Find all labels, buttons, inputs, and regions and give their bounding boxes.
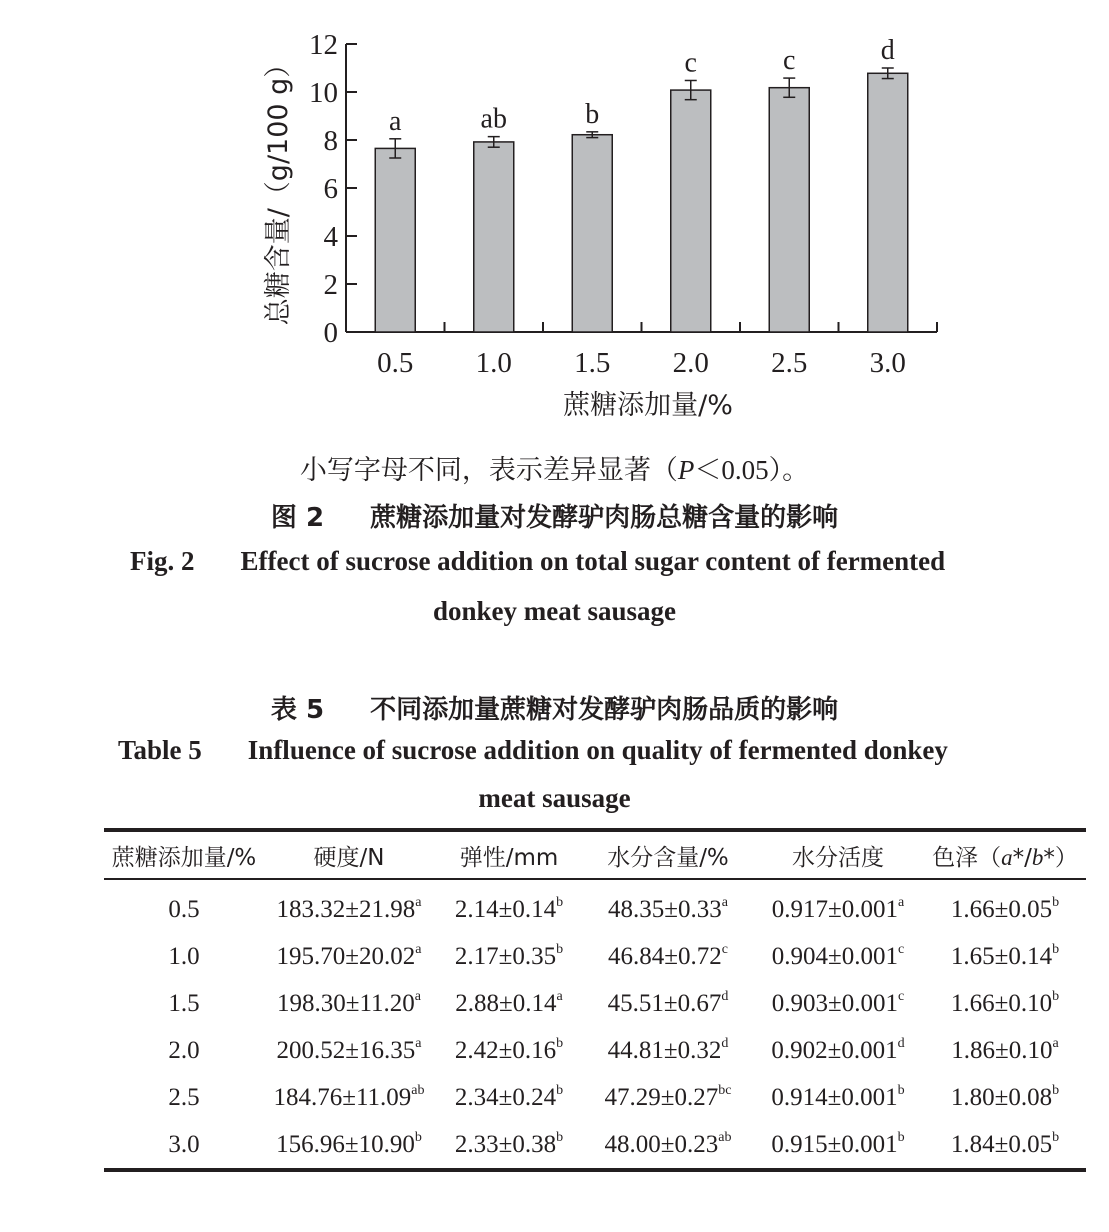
bar bbox=[671, 90, 711, 332]
cell-significance-letter: bc bbox=[718, 1082, 732, 1098]
x-axis-label: 蔗糖添加量/% bbox=[563, 390, 733, 421]
cell-sucrose-level: 1.0 bbox=[168, 942, 200, 970]
cell-significance-letter: b bbox=[897, 1129, 905, 1145]
cell-sucrose-level: 2.5 bbox=[168, 1083, 200, 1111]
cell-value: 2.14±0.14 bbox=[454, 895, 557, 923]
table-header-row bbox=[104, 830, 1086, 879]
x-tick-label: 2.0 bbox=[672, 347, 709, 379]
cell-value: 0.914±0.001 bbox=[771, 1083, 898, 1111]
bar bbox=[769, 88, 809, 332]
cell-color bbox=[924, 980, 1086, 1027]
cell-moisture bbox=[584, 1027, 752, 1074]
table-body bbox=[104, 879, 1086, 1170]
cell-value: 1.84±0.05 bbox=[950, 1130, 1053, 1158]
y-axis-label: 总糖含量/（g/100 g） bbox=[263, 50, 294, 326]
quality-table bbox=[104, 828, 1086, 1172]
header-water-activity: 水分活度 bbox=[752, 830, 924, 879]
cell-significance-letter: b bbox=[556, 1035, 564, 1051]
cell-value: 0.903±0.001 bbox=[771, 989, 898, 1017]
cell-springiness bbox=[434, 933, 584, 980]
cell-value: 1.65±0.14 bbox=[950, 942, 1053, 970]
cell-color bbox=[924, 1121, 1086, 1170]
x-tick-label: 0.5 bbox=[377, 347, 414, 379]
cell-value: 0.902±0.001 bbox=[771, 1036, 898, 1064]
cell-value: 1.66±0.10 bbox=[950, 989, 1053, 1017]
cell-springiness bbox=[434, 1121, 584, 1170]
cell-hardness bbox=[264, 1121, 434, 1170]
cell-color bbox=[924, 1074, 1086, 1121]
cell-sucrose-level: 3.0 bbox=[104, 1121, 264, 1170]
cell-significance-letter: a bbox=[556, 988, 563, 1004]
y-tick-label: 10 bbox=[309, 77, 338, 109]
bars bbox=[375, 35, 908, 332]
cell-color bbox=[924, 879, 1086, 933]
cell-springiness bbox=[434, 879, 584, 933]
header-hardness: 硬度/N bbox=[264, 830, 434, 879]
y-tick-label: 12 bbox=[309, 29, 338, 61]
cell-sucrose-level: 1.5 bbox=[168, 989, 200, 1017]
cell-value: 200.52±16.35 bbox=[276, 1036, 416, 1064]
cell-water-activity bbox=[752, 1121, 924, 1170]
cell-value: 47.29±0.27 bbox=[604, 1083, 719, 1111]
cell-value: 156.96±10.90 bbox=[276, 1130, 415, 1158]
cell-significance-letter: b bbox=[556, 941, 564, 957]
cell-springiness bbox=[434, 980, 584, 1027]
table-row bbox=[104, 1121, 1086, 1170]
header-color-b: b bbox=[1031, 844, 1044, 870]
cell-significance-letter: ab bbox=[411, 1082, 425, 1098]
cell-value: 1.86±0.10 bbox=[951, 1036, 1053, 1064]
cell-hardness bbox=[264, 879, 434, 933]
cell-significance-letter: b bbox=[556, 1082, 564, 1098]
cell-significance-letter: d bbox=[721, 1035, 729, 1051]
cell-significance-letter: c bbox=[898, 988, 905, 1004]
significance-letter: b bbox=[585, 98, 600, 130]
cell-significance-letter: a bbox=[898, 894, 905, 910]
significance-letter: a bbox=[389, 105, 402, 137]
y-tick-label: 6 bbox=[323, 173, 338, 205]
figure-caption-cn-label: 图 2 bbox=[270, 503, 325, 533]
cell-significance-letter: a bbox=[415, 1035, 422, 1051]
cell-significance-letter: b bbox=[556, 1129, 564, 1145]
cell-moisture bbox=[584, 1121, 752, 1170]
figure-note bbox=[0, 448, 1109, 487]
total-sugar-bar-chart bbox=[0, 0, 1109, 440]
x-tick-label: 2.5 bbox=[771, 347, 808, 379]
significance-letter: c bbox=[684, 47, 697, 79]
y-axis bbox=[309, 29, 357, 349]
figure-note-p: P bbox=[677, 455, 695, 485]
header-color-suffix: *） bbox=[1043, 844, 1078, 871]
cell-significance-letter: d bbox=[721, 988, 729, 1004]
y-tick-label: 0 bbox=[323, 317, 338, 349]
header-springiness: 弹性/mm bbox=[434, 830, 584, 879]
figure-caption-en-label: Fig. 2 bbox=[130, 546, 195, 576]
cell-significance-letter: a bbox=[415, 894, 422, 910]
cell-water-activity bbox=[752, 980, 924, 1027]
cell-value: 46.84±0.72 bbox=[608, 942, 722, 970]
figure-caption-cn-text: 蔗糖添加量对发酵驴肉肠总糖含量的影响 bbox=[370, 503, 839, 533]
table-caption-cn-label: 表 5 bbox=[270, 695, 325, 725]
cell-value: 1.66±0.05 bbox=[950, 895, 1053, 923]
table-caption-en-label: Table 5 bbox=[118, 735, 202, 765]
table-row bbox=[104, 1074, 1086, 1121]
header-color bbox=[924, 830, 1086, 879]
table-caption-cn bbox=[0, 689, 1109, 726]
header-moisture: 水分含量/% bbox=[584, 830, 752, 879]
cell-value: 183.32±21.98 bbox=[276, 895, 416, 923]
figure-caption-en-line2: donkey meat sausage bbox=[432, 596, 676, 626]
cell-value: 0.917±0.001 bbox=[771, 895, 898, 923]
table-row bbox=[104, 879, 1086, 933]
cell-significance-letter: a bbox=[415, 941, 422, 957]
bar bbox=[572, 135, 612, 332]
cell-springiness bbox=[434, 1027, 584, 1074]
bar bbox=[868, 73, 908, 332]
significance-letter: d bbox=[880, 35, 895, 66]
header-sucrose: 蔗糖添加量/% bbox=[104, 830, 264, 879]
cell-significance-letter: a bbox=[721, 894, 728, 910]
figure-caption-cn bbox=[0, 497, 1109, 534]
cell-sucrose-level: 0.5 bbox=[168, 895, 200, 923]
cell-hardness bbox=[264, 1074, 434, 1121]
significance-letter: ab bbox=[480, 103, 507, 135]
table-caption-en-line2: meat sausage bbox=[478, 783, 631, 813]
cell-significance-letter: c bbox=[898, 941, 905, 957]
x-axis bbox=[346, 322, 937, 379]
cell-value: 0.904±0.001 bbox=[771, 942, 898, 970]
cell-hardness bbox=[264, 980, 434, 1027]
cell-moisture bbox=[584, 980, 752, 1027]
cell-significance-letter: b bbox=[1052, 1082, 1060, 1098]
cell-color bbox=[924, 933, 1086, 980]
cell-springiness bbox=[434, 1074, 584, 1121]
cell-moisture bbox=[584, 879, 752, 933]
cell-color bbox=[924, 1027, 1086, 1074]
cell-water-activity bbox=[752, 1074, 924, 1121]
y-tick-label: 2 bbox=[323, 269, 338, 301]
cell-value: 1.80±0.08 bbox=[950, 1083, 1053, 1111]
significance-letter: c bbox=[783, 45, 796, 77]
bar bbox=[474, 142, 514, 332]
cell-hardness bbox=[264, 1027, 434, 1074]
cell-significance-letter: b bbox=[1052, 894, 1060, 910]
cell-value: 198.30±11.20 bbox=[276, 989, 415, 1017]
table-caption-cn-text: 不同添加量蔗糖对发酵驴肉肠品质的影响 bbox=[370, 695, 839, 725]
figure-note-suffix: ＜0.05）。 bbox=[694, 455, 810, 485]
table-row bbox=[104, 980, 1086, 1027]
cell-value: 0.915±0.001 bbox=[771, 1130, 898, 1158]
bar bbox=[375, 148, 415, 332]
figure-caption-en-text1: Effect of sucrose addition on total sugar content of fermented bbox=[240, 546, 946, 576]
cell-value: 48.00±0.23 bbox=[604, 1130, 719, 1158]
cell-water-activity bbox=[752, 879, 924, 933]
cell-hardness bbox=[264, 933, 434, 980]
cell-significance-letter: ab bbox=[718, 1129, 732, 1145]
cell-significance-letter: c bbox=[721, 941, 728, 957]
figure-note-prefix: 小写字母不同，表示差异显著（ bbox=[299, 455, 678, 485]
x-tick-label: 1.0 bbox=[475, 347, 512, 379]
cell-significance-letter: a bbox=[1052, 1035, 1059, 1051]
cell-value: 45.51±0.67 bbox=[607, 989, 722, 1017]
cell-value: 2.42±0.16 bbox=[454, 1036, 557, 1064]
cell-significance-letter: d bbox=[897, 1035, 905, 1051]
cell-water-activity bbox=[752, 1027, 924, 1074]
cell-moisture bbox=[584, 1074, 752, 1121]
table-row bbox=[104, 1027, 1086, 1074]
cell-moisture bbox=[584, 933, 752, 980]
table-row bbox=[104, 933, 1086, 980]
y-tick-label: 4 bbox=[323, 221, 338, 253]
cell-significance-letter: a bbox=[414, 988, 421, 1004]
cell-value: 44.81±0.32 bbox=[607, 1036, 722, 1064]
header-color-mid: */ bbox=[1012, 844, 1032, 871]
cell-significance-letter: b bbox=[1052, 941, 1060, 957]
cell-value: 2.34±0.24 bbox=[454, 1083, 557, 1111]
cell-significance-letter: b bbox=[897, 1082, 905, 1098]
cell-significance-letter: b bbox=[1052, 1129, 1060, 1145]
header-color-a: a bbox=[1001, 844, 1013, 870]
cell-sucrose-level: 2.0 bbox=[168, 1036, 200, 1064]
table-caption-en-line1 bbox=[118, 735, 948, 766]
cell-significance-letter: b bbox=[1052, 988, 1060, 1004]
cell-value: 48.35±0.33 bbox=[608, 895, 722, 923]
x-tick-label: 1.5 bbox=[574, 347, 611, 379]
figure-caption-en-line1 bbox=[130, 546, 945, 577]
cell-value: 2.17±0.35 bbox=[454, 942, 557, 970]
cell-value: 195.70±20.02 bbox=[276, 942, 416, 970]
table-caption-en-text1: Influence of sucrose addition on quality of fermented donkey bbox=[247, 735, 948, 765]
x-tick-label: 3.0 bbox=[869, 347, 906, 379]
cell-value: 2.88±0.14 bbox=[455, 989, 557, 1017]
cell-value: 2.33±0.38 bbox=[454, 1130, 557, 1158]
header-color-prefix: 色泽（ bbox=[932, 844, 1002, 871]
cell-significance-letter: b bbox=[556, 894, 564, 910]
y-tick-label: 8 bbox=[323, 125, 338, 157]
cell-significance-letter: b bbox=[414, 1129, 422, 1145]
cell-value: 184.76±11.09 bbox=[273, 1083, 412, 1111]
cell-water-activity bbox=[752, 933, 924, 980]
